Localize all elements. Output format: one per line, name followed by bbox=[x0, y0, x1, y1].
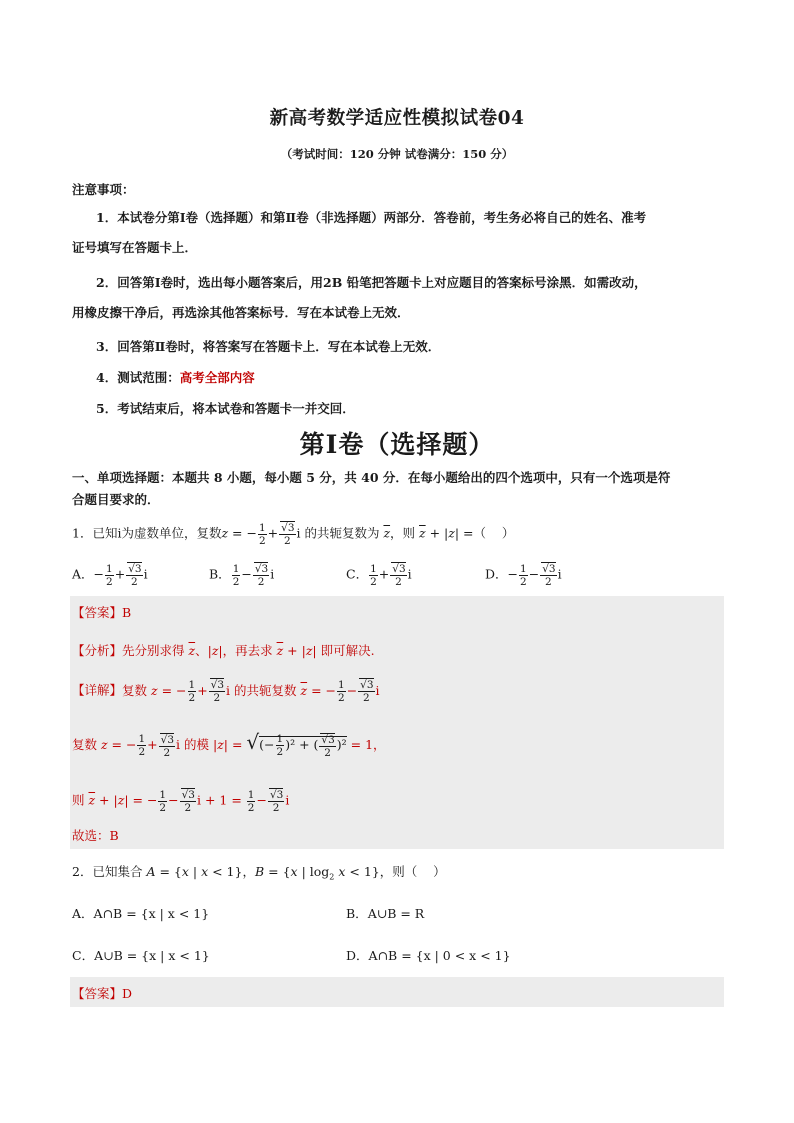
analysis-tag: 【分析】 bbox=[72, 643, 123, 658]
section-intro-line-2: 合题目要求的． bbox=[72, 492, 160, 507]
notice-item-1-line-2: 证号填写在答题卡上． bbox=[72, 240, 198, 255]
paper-title: 新高考数学适应性模拟试卷04 bbox=[269, 108, 525, 129]
notice-heading: 注意事项： bbox=[72, 182, 135, 197]
question-1-option-a[interactable]: A．− $\frac{1}{2}$ + $\frac{√3}{2}$ i bbox=[72, 562, 148, 588]
paper-subtitle: （考试时间：120 分钟 试卷满分：150 分） bbox=[280, 147, 514, 161]
question-1-answer bbox=[72, 603, 131, 621]
question-1-choice: 故选：B bbox=[72, 828, 119, 843]
question-2-option-c[interactable]: C．A∪B = {x | x < 1} bbox=[72, 948, 210, 963]
question-2-option-d[interactable]: D．A∩B = {x | 0 < x < 1} bbox=[346, 948, 511, 963]
notice-item-2-line-2: 用橡皮擦干净后，再选涂其他答案标号．写在本试卷上无效． bbox=[72, 305, 410, 320]
question-1-detail-line-3: 则 $\overline{z} + |z|$ = − $\frac{1}{2}$ − $\frac{√3}{2}$ i + 1 = $\frac{1}{2}$ − $\frac{√3}{2}$ i bbox=[72, 788, 290, 814]
answer-tag: 【答案】 bbox=[72, 986, 123, 1001]
question-2-option-a[interactable]: A．A∩B = {x | x < 1} bbox=[72, 906, 210, 921]
question-2-answer bbox=[72, 984, 132, 1002]
question-1-option-b[interactable]: B． $\frac{1}{2}$ − $\frac{√3}{2}$ i bbox=[209, 562, 275, 588]
question-2-option-b[interactable]: B．A∪B = R bbox=[346, 906, 425, 921]
question-1-detail-line-1: 【详解】复数 z = − $\frac{1}{2}$ + $\frac{√3}{2}$ i 的共轭复数 $\overline{z}$ = − $\frac{1}{2}$ − $\frac{√3}{2}$ i bbox=[72, 678, 380, 704]
question-1-detail-line-2: 复数 z = − $\frac{1}{2}$ + $\frac{√3}{2}$ i 的模 |z| = √(− $\frac{1}{2}$ )² + ( $\frac{√3}{2}$ )² = 1， bbox=[72, 730, 386, 759]
question-2-stem: 2．已知集合 A = {x | x < 1}，B = {x | $\log_2 x < 1$}，则（ ） bbox=[72, 864, 446, 882]
notice-item-5: 5．考试结束后，将本试卷和答题卡一并交回． bbox=[96, 401, 355, 416]
question-1-analysis bbox=[72, 641, 375, 659]
question-1-stem: 1．已知i为虚数单位，复数z = − $\frac{1}{2}$ + $\frac{√3}{2}$ i 的共轭复数为 $\overline{z}$，则 $\overline{z} + |z|$ =（ ） bbox=[72, 521, 515, 547]
answer-tag: 【答案】 bbox=[72, 605, 123, 620]
question-2-solution-block bbox=[70, 977, 724, 1007]
notice-item-3: 3．回答第Ⅱ卷时，将答案写在答题卡上．写在本试卷上无效． bbox=[96, 339, 441, 354]
detail-tag: 【详解】 bbox=[72, 682, 123, 698]
question-1-option-c[interactable]: C． $\frac{1}{2}$ + $\frac{√3}{2}$ i bbox=[346, 562, 412, 588]
answer-value: D bbox=[122, 986, 133, 1001]
notice-item-2-line-1: 2．回答第Ⅰ卷时，选出每小题答案后，用2B 铅笔把答题卡上对应题目的答案标号涂黑．如需改动， bbox=[96, 275, 647, 290]
notice-item-4 bbox=[96, 369, 255, 387]
answer-value: B bbox=[122, 605, 132, 620]
section-intro-line-1: 一、单项选择题：本题共 8 小题，每小题 5 分，共 40 分．在每小题给出的四个选项中，只有一个选项是符 bbox=[72, 470, 671, 485]
section-title: 第Ⅰ卷（选择题） bbox=[299, 430, 495, 459]
question-1-option-d[interactable]: D．− $\frac{1}{2}$ − $\frac{√3}{2}$ i bbox=[485, 562, 562, 588]
notice-item-4-range: 高考全部内容 bbox=[179, 370, 255, 385]
analysis-text: 先分别求得 $\overline{z}$、|z|，再去求 $\overline{z} + |z|$ 即可解决. bbox=[122, 643, 375, 658]
notice-item-1-line-1: 1．本试卷分第Ⅰ卷（选择题）和第Ⅱ卷（非选择题）两部分．答卷前，考生务必将自己的姓名、准考 bbox=[96, 210, 647, 225]
notice-item-4-prefix: 4．测试范围： bbox=[96, 370, 180, 385]
